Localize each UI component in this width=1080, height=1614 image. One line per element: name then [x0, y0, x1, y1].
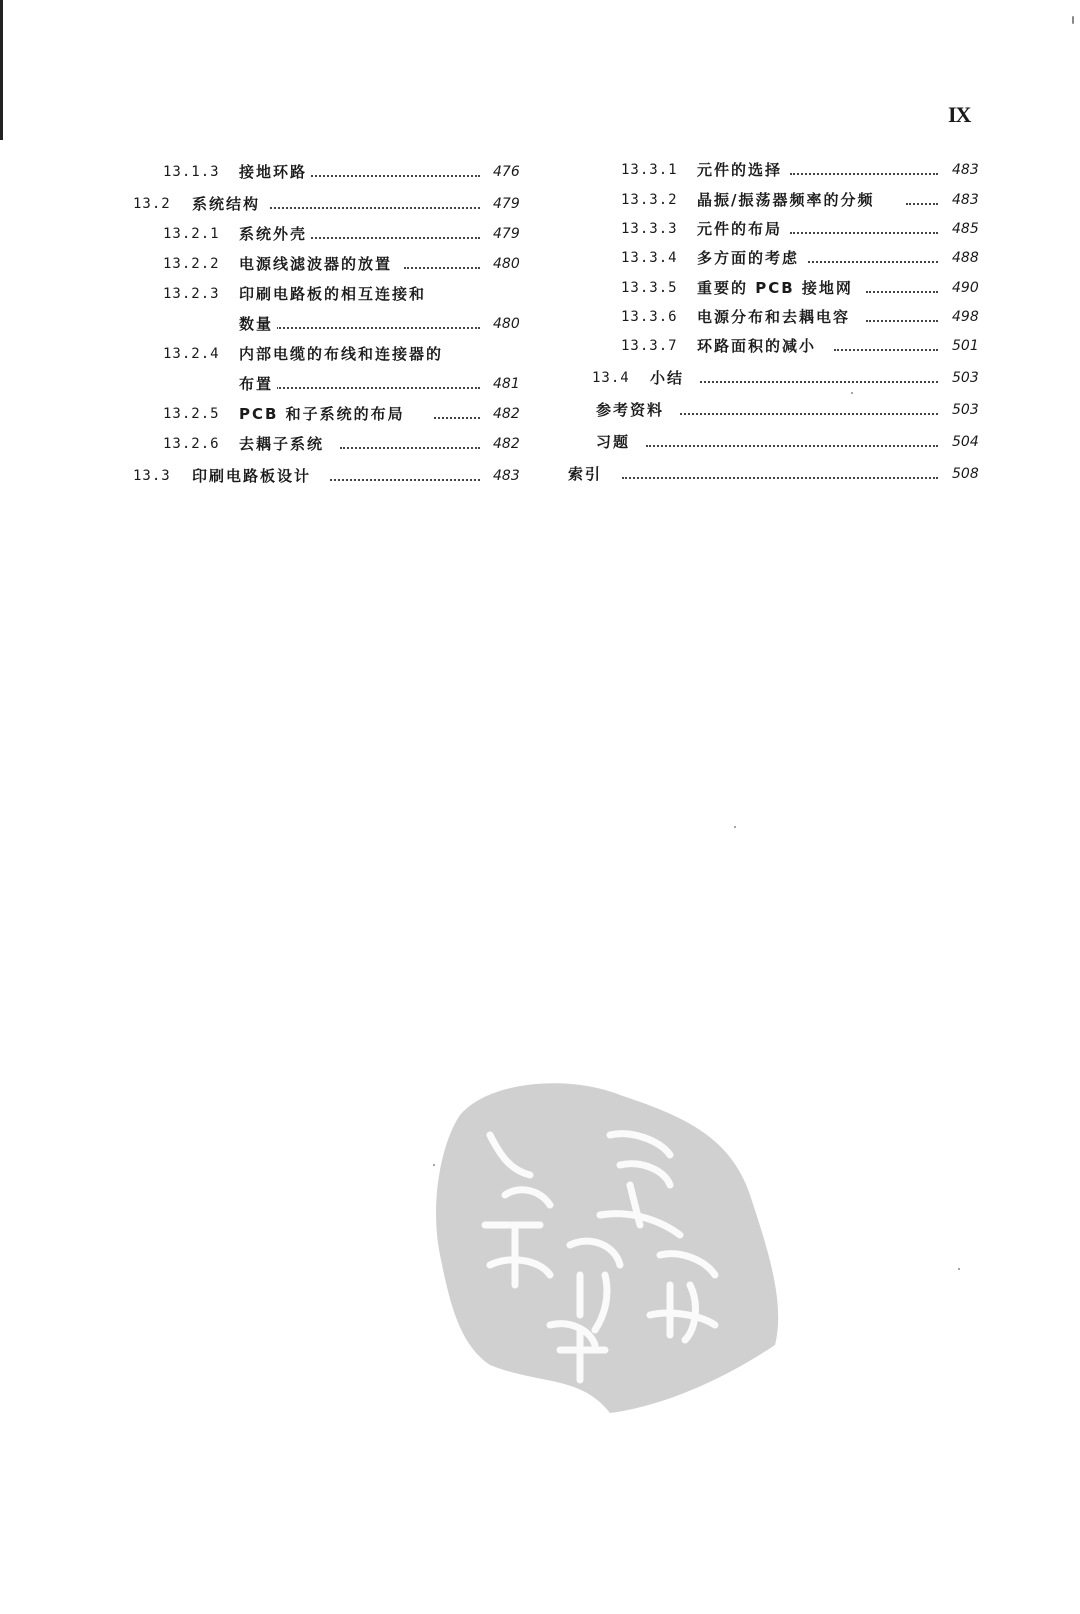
scan-speck — [958, 1268, 960, 1270]
toc-title: 印刷电路板的相互连接和 — [239, 282, 430, 306]
toc-page: 488 — [952, 250, 979, 266]
toc-leader-dots — [834, 327, 938, 351]
toc-title: 去耦子系统 — [239, 432, 328, 456]
toc-title: 小结 — [650, 366, 688, 390]
toc-title: 布置 — [239, 372, 277, 396]
toc-page: 483 — [493, 468, 520, 484]
toc-leader-dots — [790, 151, 938, 175]
toc-title: 索引 — [568, 462, 606, 486]
toc-page: 503 — [952, 402, 979, 418]
toc-number: 13.3.3 — [621, 221, 678, 237]
toc-page: 501 — [952, 338, 979, 354]
toc-entry[interactable] — [0, 398, 1000, 422]
toc-number: 13.4 — [592, 370, 630, 386]
toc-title: 元件的布局 — [697, 217, 786, 241]
toc-leader-dots — [808, 239, 938, 263]
toc-title: 晶振/振荡器频率的分频 — [697, 188, 878, 212]
toc-page: 476 — [493, 164, 520, 180]
toc-entry[interactable] — [0, 366, 1000, 390]
toc-title: 数量 — [239, 312, 277, 336]
toc-page: 480 — [493, 256, 520, 272]
toc-entry[interactable] — [0, 276, 1000, 300]
toc-page: 490 — [952, 280, 979, 296]
toc-number: 13.3.6 — [621, 309, 678, 325]
scan-speck — [1072, 16, 1074, 24]
toc-entry[interactable] — [0, 246, 1000, 270]
toc-title: 内部电缆的布线和连接器的 — [239, 342, 447, 366]
toc-number: 13.1.3 — [163, 164, 220, 180]
toc-number: 13.3.5 — [621, 280, 678, 296]
seal-stamp — [430, 1075, 785, 1415]
toc-title: 重要的 PCB 接地网 — [697, 276, 857, 300]
toc-number: 13.3.1 — [621, 162, 678, 178]
toc-title: 多方面的考虑 — [697, 246, 803, 270]
toc-title: 环路面积的减小 — [697, 334, 820, 358]
toc-number: 13.3.4 — [621, 250, 678, 266]
toc-entry[interactable] — [0, 430, 1000, 454]
toc-number: 13.3 — [133, 468, 171, 484]
toc-title: 电源线滤波器的放置 — [239, 252, 396, 276]
toc-title: 参考资料 — [596, 398, 668, 422]
toc-title: 印刷电路板设计 — [192, 464, 315, 488]
toc-title: 系统外壳 — [239, 222, 311, 246]
toc-page: 483 — [952, 192, 979, 208]
toc-number: 13.2.2 — [163, 256, 220, 272]
toc-number: 13.2.6 — [163, 436, 220, 452]
page-number: IX — [948, 102, 971, 127]
toc-title: 电源分布和去耦电容 — [697, 305, 854, 329]
toc-leader-dots — [866, 298, 938, 322]
scan-speck — [851, 392, 853, 394]
toc-title: PCB 和子系统的布局 — [239, 402, 409, 426]
toc-number: 13.2 — [133, 196, 171, 212]
toc-page: 479 — [493, 226, 520, 242]
scan-speck — [433, 1164, 435, 1166]
toc-page: 498 — [952, 309, 979, 325]
toc-title: 系统结构 — [192, 192, 264, 216]
toc-title: 习题 — [596, 430, 634, 454]
toc-page: 482 — [493, 436, 520, 452]
toc-entry[interactable] — [0, 188, 1000, 212]
toc-title: 元件的选择 — [697, 158, 786, 182]
toc-number: 13.2.3 — [163, 286, 220, 302]
toc-number: 13.3.2 — [621, 192, 678, 208]
toc-entry[interactable] — [0, 334, 1000, 358]
toc-title: 接地环路 — [239, 160, 311, 184]
toc-page: 482 — [493, 406, 520, 422]
toc-leader-dots — [622, 455, 938, 479]
toc-page: 480 — [493, 316, 520, 332]
toc-entry[interactable] — [0, 217, 1000, 241]
toc-entry[interactable] — [0, 305, 1000, 329]
toc-entry[interactable] — [0, 158, 1000, 182]
toc-leader-dots — [646, 423, 938, 447]
toc-page: 483 — [952, 162, 979, 178]
toc-leader-dots — [700, 359, 938, 383]
toc-page: 485 — [952, 221, 979, 237]
toc-leader-dots — [680, 391, 938, 415]
toc-number: 13.3.7 — [621, 338, 678, 354]
toc-page: 504 — [952, 434, 979, 450]
toc-page: 508 — [952, 466, 979, 482]
scan-speck — [734, 826, 736, 828]
toc-page: 479 — [493, 196, 520, 212]
toc-number: 13.2.5 — [163, 406, 220, 422]
toc-entry[interactable] — [0, 462, 1000, 486]
toc-page: 481 — [493, 376, 520, 392]
toc-leader-dots — [906, 181, 938, 205]
toc-number: 13.2.4 — [163, 346, 220, 362]
toc-number: 13.2.1 — [163, 226, 220, 242]
toc-leader-dots — [790, 210, 938, 234]
toc-page: 503 — [952, 370, 979, 386]
toc-leader-dots — [866, 269, 938, 293]
scan-edge — [0, 0, 3, 140]
